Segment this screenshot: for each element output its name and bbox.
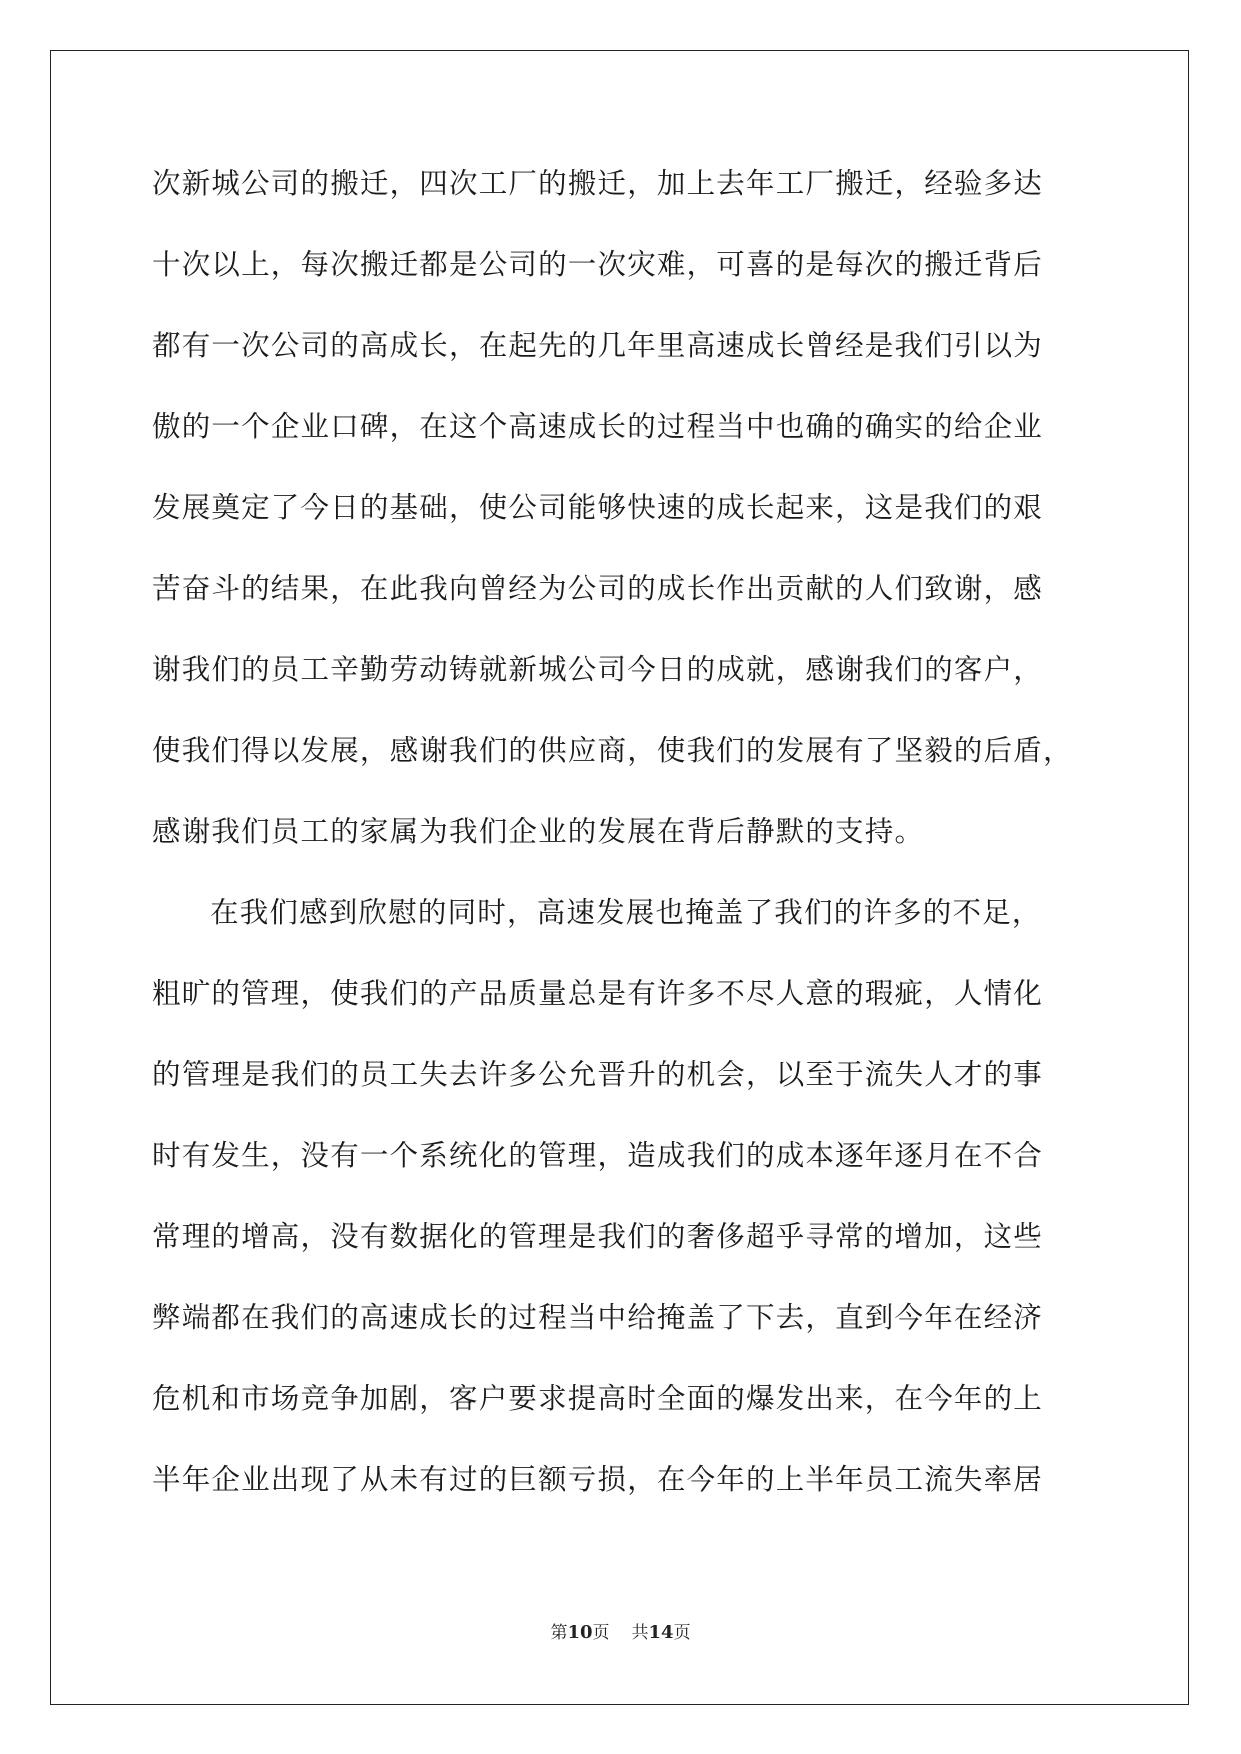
text-line: 的管理是我们的员工失去许多公允晋升的机会，以至于流失人才的事 [152, 1058, 1044, 1091]
text-line: 感谢我们员工的家属为我们企业的发展在背后静默的支持。 [152, 815, 925, 848]
text-line: 粗旷的管理，使我们的产品质量总是有许多不尽人意的瑕疵，人情化 [152, 977, 1044, 1010]
body-text [152, 160, 1092, 1537]
text-line: 发展奠定了今日的基础，使公司能够快速的成长起来，这是我们的艰 [152, 491, 1044, 524]
text-line: 十次以上，每次搬迁都是公司的一次灾难，可喜的是每次的搬迁背后 [152, 248, 1044, 281]
page-current-number: 10 [567, 1622, 593, 1643]
text-line: 苦奋斗的结果，在此我向曾经为公司的成长作出贡献的人们致谢，感 [152, 572, 1044, 605]
text-line: 弊端都在我们的高速成长的过程当中给掩盖了下去，直到今年在经济 [152, 1301, 1044, 1334]
text-line: 傲的一个企业口碑，在这个高速成长的过程当中也确的确实的给企业 [152, 410, 1044, 443]
page-suffix: 页 [592, 1623, 610, 1643]
text-line: 谢我们的员工辛勤劳动铸就新城公司今日的成就，感谢我们的客户， [152, 653, 1044, 686]
paragraph-start-line: 在我们感到欣慰的同时，高速发展也掩盖了我们的许多的不足， [210, 896, 1042, 929]
text-line: 使我们得以发展，感谢我们的供应商，使我们的发展有了坚毅的后盾， [152, 734, 1073, 767]
page-total-number: 14 [648, 1622, 674, 1643]
text-line: 次新城公司的搬迁，四次工厂的搬迁，加上去年工厂搬迁，经验多达 [152, 167, 1044, 200]
total-prefix: 共 [631, 1623, 649, 1643]
text-line: 时有发生，没有一个系统化的管理，造成我们的成本逐年逐月在不合 [152, 1139, 1044, 1172]
text-line: 危机和市场竞争加剧，客户要求提高时全面的爆发出来，在今年的上 [152, 1382, 1044, 1415]
total-suffix: 页 [673, 1623, 691, 1643]
text-line: 都有一次公司的高成长，在起先的几年里高速成长曾经是我们引以为 [152, 329, 1044, 362]
text-line: 半年企业出现了从未有过的巨额亏损，在今年的上半年员工流失率居 [152, 1463, 1044, 1496]
page-prefix: 第 [550, 1623, 568, 1643]
text-line: 常理的增高，没有数据化的管理是我们的奢侈超乎寻常的增加，这些 [152, 1220, 1044, 1253]
page-footer [0, 1622, 1241, 1644]
